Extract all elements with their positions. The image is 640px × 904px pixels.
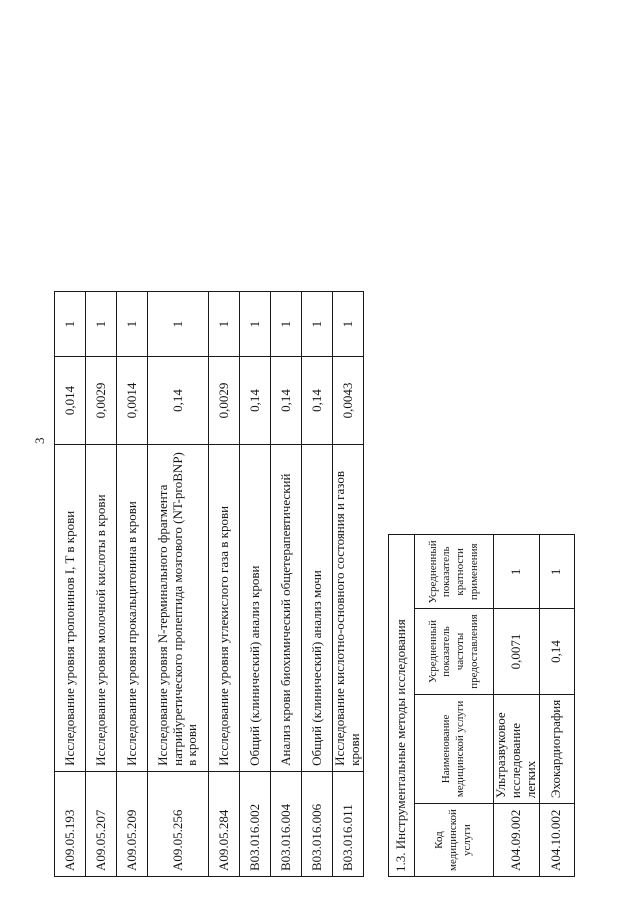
multiplicity-value: 1: [86, 292, 117, 357]
service-code: A04.10.002: [539, 804, 574, 877]
section-title-row: [389, 535, 415, 877]
table-row: [494, 535, 540, 877]
service-code: A09.05.193: [55, 771, 86, 876]
service-name: Исследование уровня углекислого газа в крови: [209, 444, 240, 771]
service-name: Общий (клинический) анализ мочи: [302, 444, 333, 771]
table-row: [148, 292, 209, 877]
multiplicity-value: 1: [302, 292, 333, 357]
header-frequency: Усредненный показатель частоты предоставления: [415, 609, 494, 694]
service-code: A09.05.209: [117, 771, 148, 876]
service-name: Исследование уровня прокальцитонина в крови: [117, 444, 148, 771]
frequency-value: 0,0029: [209, 357, 240, 445]
multiplicity-value: 1: [55, 292, 86, 357]
service-code: B03.016.011: [333, 771, 364, 876]
table-row: [240, 292, 271, 877]
frequency-value: 0,0029: [86, 357, 117, 445]
multiplicity-value: 1: [271, 292, 302, 357]
multiplicity-value: 1: [148, 292, 209, 357]
header-code: Код медицинской услуги: [415, 804, 494, 877]
instrumental-table: [388, 534, 575, 877]
header-row: [415, 535, 494, 877]
service-name: Исследование уровня тропонинов I, T в крови: [55, 444, 86, 771]
table-row: [55, 292, 86, 877]
table-row: [302, 292, 333, 877]
service-code: A04.09.002: [494, 804, 540, 877]
service-name: Исследование уровня N-терминального фрагмента натрийуретического пропептида мозгового (NT-proBNP) в крови: [148, 444, 209, 771]
frequency-value: 0,0071: [494, 609, 540, 694]
service-name: Исследование кислотно-основного состояния и газов крови: [333, 444, 364, 771]
multiplicity-value: 1: [333, 292, 364, 357]
table-row: [539, 535, 574, 877]
service-name: Общий (клинический) анализ крови: [240, 444, 271, 771]
service-code: B03.016.002: [240, 771, 271, 876]
header-name: Наименование медицинской услуги: [415, 694, 494, 803]
multiplicity-value: 1: [209, 292, 240, 357]
section-title: 1.3. Инструментальные методы исследования: [389, 535, 415, 877]
table-row: [271, 292, 302, 877]
multiplicity-value: 1: [240, 292, 271, 357]
multiplicity-value: 1: [494, 535, 540, 609]
service-name: Ультразвуковое исследование легких: [494, 694, 540, 803]
table-row: [86, 292, 117, 877]
instrumental-table-wrapper: [388, 534, 575, 877]
frequency-value: 0,14: [148, 357, 209, 445]
frequency-value: 0,0043: [333, 357, 364, 445]
page-number: 3: [32, 437, 47, 444]
table-row: [117, 292, 148, 877]
frequency-value: 0,14: [271, 357, 302, 445]
header-multiplicity: Усредненный показатель кратности применения: [415, 535, 494, 609]
service-code: A09.05.284: [209, 771, 240, 876]
service-name: Анализ крови биохимический общетерапевтический: [271, 444, 302, 771]
service-name: Эхокардиография: [539, 694, 574, 803]
frequency-value: 0,0014: [117, 357, 148, 445]
service-name: Исследование уровня молочной кислоты в крови: [86, 444, 117, 771]
table-row: [209, 292, 240, 877]
frequency-value: 0,14: [539, 609, 574, 694]
service-code: A09.05.207: [86, 771, 117, 876]
frequency-value: 0,14: [240, 357, 271, 445]
table-row: [333, 292, 364, 877]
service-code: B03.016.006: [302, 771, 333, 876]
service-code: B03.016.004: [271, 771, 302, 876]
frequency-value: 0,014: [55, 357, 86, 445]
frequency-value: 0,14: [302, 357, 333, 445]
service-code: A09.05.256: [148, 771, 209, 876]
multiplicity-value: 1: [539, 535, 574, 609]
multiplicity-value: 1: [117, 292, 148, 357]
lab-table-wrapper: [54, 291, 364, 877]
lab-table: [54, 291, 364, 877]
